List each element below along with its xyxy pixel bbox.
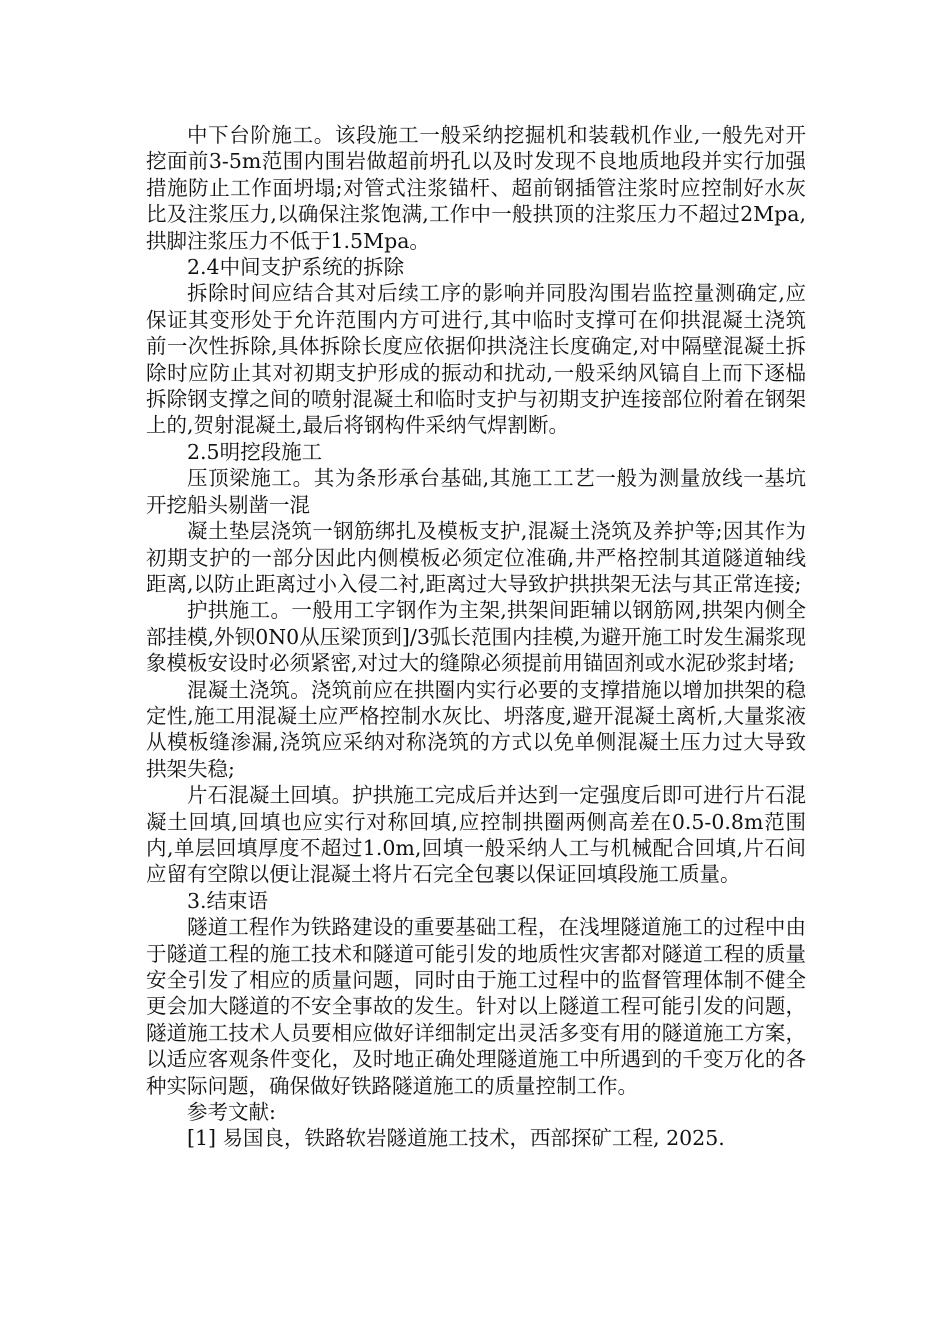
paragraph-support-removal: 拆除时间应结合其对后续工序的影响并同股沟围岩监控量测确定,应保证其变形处于允许范围内方可进行,其中临时支撑可在仰拱混凝土浇筑前一次性拆除,具体拆除长度应依据仰拱浇注长度确定,对中隔壁混凝土拆除时应防止其对初期支护形成的振动和扰动,一般采纳风镐自上而下逐榀拆除钢支撑之间的喷射混凝土和临时支护与初期支护连接部位附着在钢架上的,贺射混凝土,最后将钢构件采纳气焊割断。	[146, 281, 806, 438]
reference-item: [1] 易国良，铁路软岩隧道施工技术，西部探矿工程, 2025.	[187, 1126, 725, 1151]
section-heading-2-4: 2.4中间支护系统的拆除	[187, 255, 405, 280]
paragraph-concrete-pouring: 混凝土浇筑。浇筑前应在拱圈内实行必要的支撑措施以增加拱架的稳定性,施工用混凝土应严格控制水灰比、坍落度,避开混凝土离析,大量浆液从模板缝渗漏,浇筑应采纳对称浇筑的方式以免单侧混凝土压力过大导致拱架失稳;	[146, 677, 806, 781]
paragraph-arch-protection: 护拱施工。一般用工字钢作为主架,拱架间距辅以钢筋网,拱架内侧全部挂模,外钡0N0从压梁顶到]/3弧长范围内挂模,为避开施工时发生漏浆现象模板安设时必须紧密,对过大的缝隙必须提前用锚固剂或水泥砂浆封堵;	[146, 598, 806, 676]
document-body	[146, 122, 806, 1152]
paragraph-cushion-layer: 凝土垫层浇筑一钢筋绑扎及模板支护,混凝土浇筑及养护等;因其作为初期支护的一部分因此内侧模板必须定位准确,井严格控制其道隧道轴线距离,以防止距离过小入侵二衬,距离过大导致护拱拱架无法与其正常连接;	[146, 519, 806, 596]
paragraph-rubble-backfill: 片石混凝土回填。护拱施工完成后并达到一定强度后即可进行片石混凝土回填,回填也应实行对称回填,应控制拱圈两侧高差在0.5-0.8m范围内,单层回填厚度不超过1.0m,回填一般采纳人工与机械配合回填,片石间应留有空隙以便让混凝土将片石完全包裹以保证回填段施工质量。	[146, 783, 806, 887]
paragraph-bench-construction: 中下台阶施工。该段施工一般采纳挖掘机和装载机作业,一般先对开挖面前3-5m范围内围岩做超前坍孔以及时发现不良地质地段并实行加强措施防止工作面坍塌;对管式注浆锚杆、超前钢插管注浆时应控制好水灰比及注浆压力,以确保注浆饱满,工作中一般拱顶的注浆压力不超过2Mpa,拱脚注浆压力不低于1.5Mpa。	[146, 123, 806, 253]
paragraph-conclusion: 隧道工程作为铁路建设的重要基础工程，在浅埋隧道施工的过程中由于隧道工程的施工技术和隧道可能引发的地质性灾害都对隧道工程的质量安全引发了相应的质量问题，同时由于施工过程中的监督管理体制不健全更会加大隧道的不安全事故的发生。针对以上隧道工程可能引发的问题，隧道施工技术人员要相应做好详细制定出灵活多变有用的隧道施工方案，以适应客观条件变化，及时地正确处理隧道施工中所遇到的千变万化的各种实际问题，确保做好铁路隧道施工的质量控制工作。	[146, 915, 806, 1098]
references-heading: 参考文献:	[187, 1100, 276, 1125]
paragraph-top-beam: 压顶梁施工。其为条形承台基础,其施工工艺一般为测量放线一基坑开挖船头剔凿一混	[146, 466, 806, 517]
section-heading-3: 3.结束语	[187, 888, 269, 913]
section-heading-2-5: 2.5明挖段施工	[187, 439, 323, 464]
